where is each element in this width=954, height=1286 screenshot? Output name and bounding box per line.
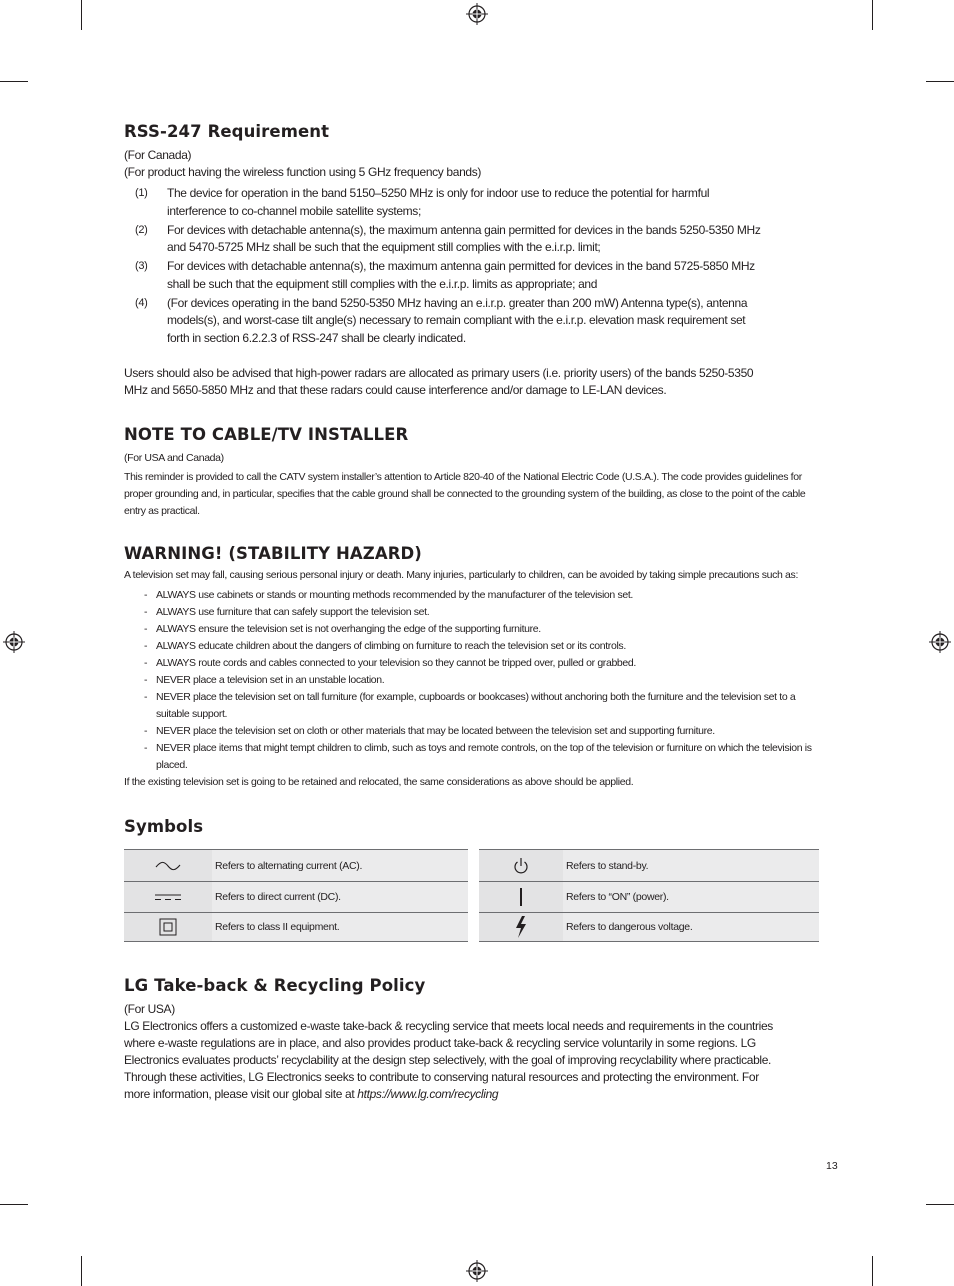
warning-intro: A television set may fall, causing serious personal injury or death. Many injuries, particularly to children, can be avoided by taking simple precautions such as: bbox=[124, 569, 799, 581]
list-item bbox=[124, 621, 824, 638]
list-dash: - bbox=[144, 742, 148, 754]
page-number: 13 bbox=[826, 1160, 838, 1172]
crop-mark bbox=[81, 0, 82, 30]
cable-installer-section bbox=[124, 425, 824, 520]
rss-scope: (For product having the wireless function using 5 GHz frequency bands) bbox=[124, 165, 482, 179]
list-text: ALWAYS route cords and cables connected to your television so they cannot be tripped over, pulled or grabbed. bbox=[156, 657, 636, 669]
list-item bbox=[124, 295, 824, 348]
list-text: NEVER place the television set on tall furniture (for example, cupboards or bookcases) without anchoring both the furniture and the television set to a suitable support. bbox=[156, 691, 796, 720]
list-text: The device for operation in the band 5150–5250 MHz is only for indoor use to reduce the potential for harmful interference to co-channel mobile satellite systems; bbox=[167, 186, 710, 218]
direct-current-icon bbox=[124, 882, 212, 912]
list-item bbox=[124, 258, 824, 293]
list-item bbox=[124, 723, 824, 740]
list-text: (For devices operating in the band 5250-5350 MHz having an e.i.r.p. greater than 200 mW) Antenna type(s), antenna models(s), and worst-case tilt angle(s) necessary to remain compliant with the e.i.r.p. elevation mask requirement set forth in section 6.2.2.3 of RSS-247 shall be clearly indicated. bbox=[167, 295, 748, 345]
list-item bbox=[124, 587, 824, 604]
registration-mark-icon bbox=[929, 631, 951, 653]
list-text: NEVER place the television set on cloth or other materials that may be located between the television set and supporting furniture. bbox=[156, 725, 715, 737]
list-item bbox=[124, 638, 824, 655]
registration-mark-icon bbox=[466, 3, 488, 25]
symbols-table bbox=[124, 849, 824, 945]
list-dash: - bbox=[144, 623, 148, 635]
recycling-link[interactable]: https://www.lg.com/recycling bbox=[357, 1087, 499, 1101]
alternating-current-icon bbox=[124, 850, 212, 881]
list-dash: - bbox=[144, 691, 148, 703]
crop-mark bbox=[0, 81, 28, 82]
symbol-description: Refers to stand-by. bbox=[563, 850, 819, 881]
list-item bbox=[124, 672, 824, 689]
rss-users-note: Users should also be advised that high-power radars are allocated as primary users (i.e. priority users) of the bands 5250-5350 MHz and 5650-5850 MHz and that these radars could cause interference and/or damage to LE-LAN devices. bbox=[124, 366, 754, 397]
registration-mark-icon bbox=[466, 1260, 488, 1282]
table-row bbox=[124, 850, 468, 882]
list-text: ALWAYS educate children about the dangers of climbing on furniture to reach the television set or its controls. bbox=[156, 640, 626, 652]
cable-installer-title: NOTE TO CABLE/TV INSTALLER bbox=[124, 425, 409, 444]
symbols-left-column bbox=[124, 849, 468, 942]
list-item bbox=[124, 740, 824, 774]
list-dash: - bbox=[144, 674, 148, 686]
list-dash: - bbox=[144, 606, 148, 618]
list-item bbox=[124, 604, 824, 621]
list-item bbox=[124, 222, 824, 257]
list-text: NEVER place items that might tempt children to climb, such as toys and remote controls, on the top of the television or furniture on which the television is placed. bbox=[156, 742, 812, 771]
list-text: For devices with detachable antenna(s), the maximum antenna gain permitted for devices in the band 5725-5850 MHz shall be such that the equipment still complies with the e.i.r.p. limits as appropriate; and bbox=[167, 259, 755, 291]
list-dash: - bbox=[144, 589, 148, 601]
recycling-title: LG Take-back & Recycling Policy bbox=[124, 976, 426, 995]
rss-requirements-list bbox=[124, 185, 824, 347]
list-text: ALWAYS use furniture that can safely support the television set. bbox=[156, 606, 430, 618]
rss-247-title: RSS-247 Requirement bbox=[124, 122, 330, 141]
warning-precautions-list bbox=[124, 587, 824, 774]
list-item bbox=[124, 185, 824, 220]
recycling-body: LG Electronics offers a customized e-waste take-back & recycling service that meets local needs and requirements in the countries where e-waste regulations are in place, and also provides product take-back & recycling service voluntarily in some regions. LG Electronics evaluates products’ recyclability at the design step selectively, with the goal of improving recyclability where practicable. Through these activities, LG Electronics seeks to contribute to conserving natural resources and protecting the environment. For more information, please visit our global site at bbox=[124, 1019, 773, 1101]
page-content bbox=[124, 122, 824, 1103]
symbol-description: Refers to class II equipment. bbox=[212, 913, 468, 941]
table-row bbox=[479, 913, 819, 942]
recycling-text bbox=[124, 1018, 774, 1103]
list-dash: - bbox=[144, 640, 148, 652]
crop-mark bbox=[81, 1256, 82, 1286]
recycling-region: (For USA) bbox=[124, 1002, 175, 1016]
dangerous-voltage-icon bbox=[479, 913, 563, 941]
list-number: (4) bbox=[135, 296, 148, 309]
list-dash: - bbox=[144, 725, 148, 737]
rss-region: (For Canada) bbox=[124, 148, 192, 162]
symbol-description: Refers to alternating current (AC). bbox=[212, 850, 468, 881]
list-dash: - bbox=[144, 657, 148, 669]
symbols-right-column bbox=[479, 849, 819, 942]
cable-text: This reminder is provided to call the CATV system installer’s attention to Article 820-40 of the National Electric Code (U.S.A.). The code provides guidelines for proper grounding and, in particular, specifies that the cable ground shall be connected to the grounding system of the building, as close to the point of the cable entry as practical. bbox=[124, 471, 806, 517]
list-text: NEVER place a television set in an unstable location. bbox=[156, 674, 385, 686]
power-on-icon bbox=[479, 882, 563, 912]
table-row bbox=[479, 882, 819, 913]
class-ii-equipment-icon bbox=[124, 913, 212, 941]
table-row bbox=[124, 913, 468, 942]
symbols-section bbox=[124, 817, 824, 945]
list-item bbox=[124, 689, 824, 723]
table-row bbox=[479, 850, 819, 882]
symbol-description: Refers to “ON” (power). bbox=[563, 882, 819, 912]
crop-mark bbox=[872, 1256, 873, 1286]
list-text: For devices with detachable antenna(s), the maximum antenna gain permitted for devices in the bands 5250-5350 MHz and 5470-5725 MHz shall be such that the equipment still complies with the e.i.r.p. limit; bbox=[167, 222, 761, 254]
list-text: ALWAYS use cabinets or stands or mounting methods recommended by the manufacturer of the television set. bbox=[156, 589, 634, 601]
list-item bbox=[124, 655, 824, 672]
cable-region: (For USA and Canada) bbox=[124, 452, 224, 464]
symbols-title: Symbols bbox=[124, 817, 204, 836]
symbol-description: Refers to direct current (DC). bbox=[212, 882, 468, 912]
recycling-section bbox=[124, 976, 824, 1103]
crop-mark bbox=[872, 0, 873, 30]
list-text: ALWAYS ensure the television set is not overhanging the edge of the supporting furniture. bbox=[156, 623, 541, 635]
stability-warning-section bbox=[124, 544, 824, 791]
rss-247-section bbox=[124, 122, 824, 399]
table-row bbox=[124, 882, 468, 913]
list-number: (2) bbox=[135, 223, 148, 236]
warning-outro: If the existing television set is going to be retained and relocated, the same considerations as above should be applied. bbox=[124, 776, 634, 788]
crop-mark bbox=[926, 1204, 954, 1205]
list-number: (3) bbox=[135, 260, 148, 272]
registration-mark-icon bbox=[3, 631, 25, 653]
standby-icon bbox=[479, 850, 563, 881]
crop-mark bbox=[926, 81, 954, 82]
crop-mark bbox=[0, 1204, 28, 1205]
list-number: (1) bbox=[135, 187, 148, 199]
symbol-description: Refers to dangerous voltage. bbox=[563, 913, 819, 941]
stability-warning-title: WARNING! (STABILITY HAZARD) bbox=[124, 544, 422, 563]
